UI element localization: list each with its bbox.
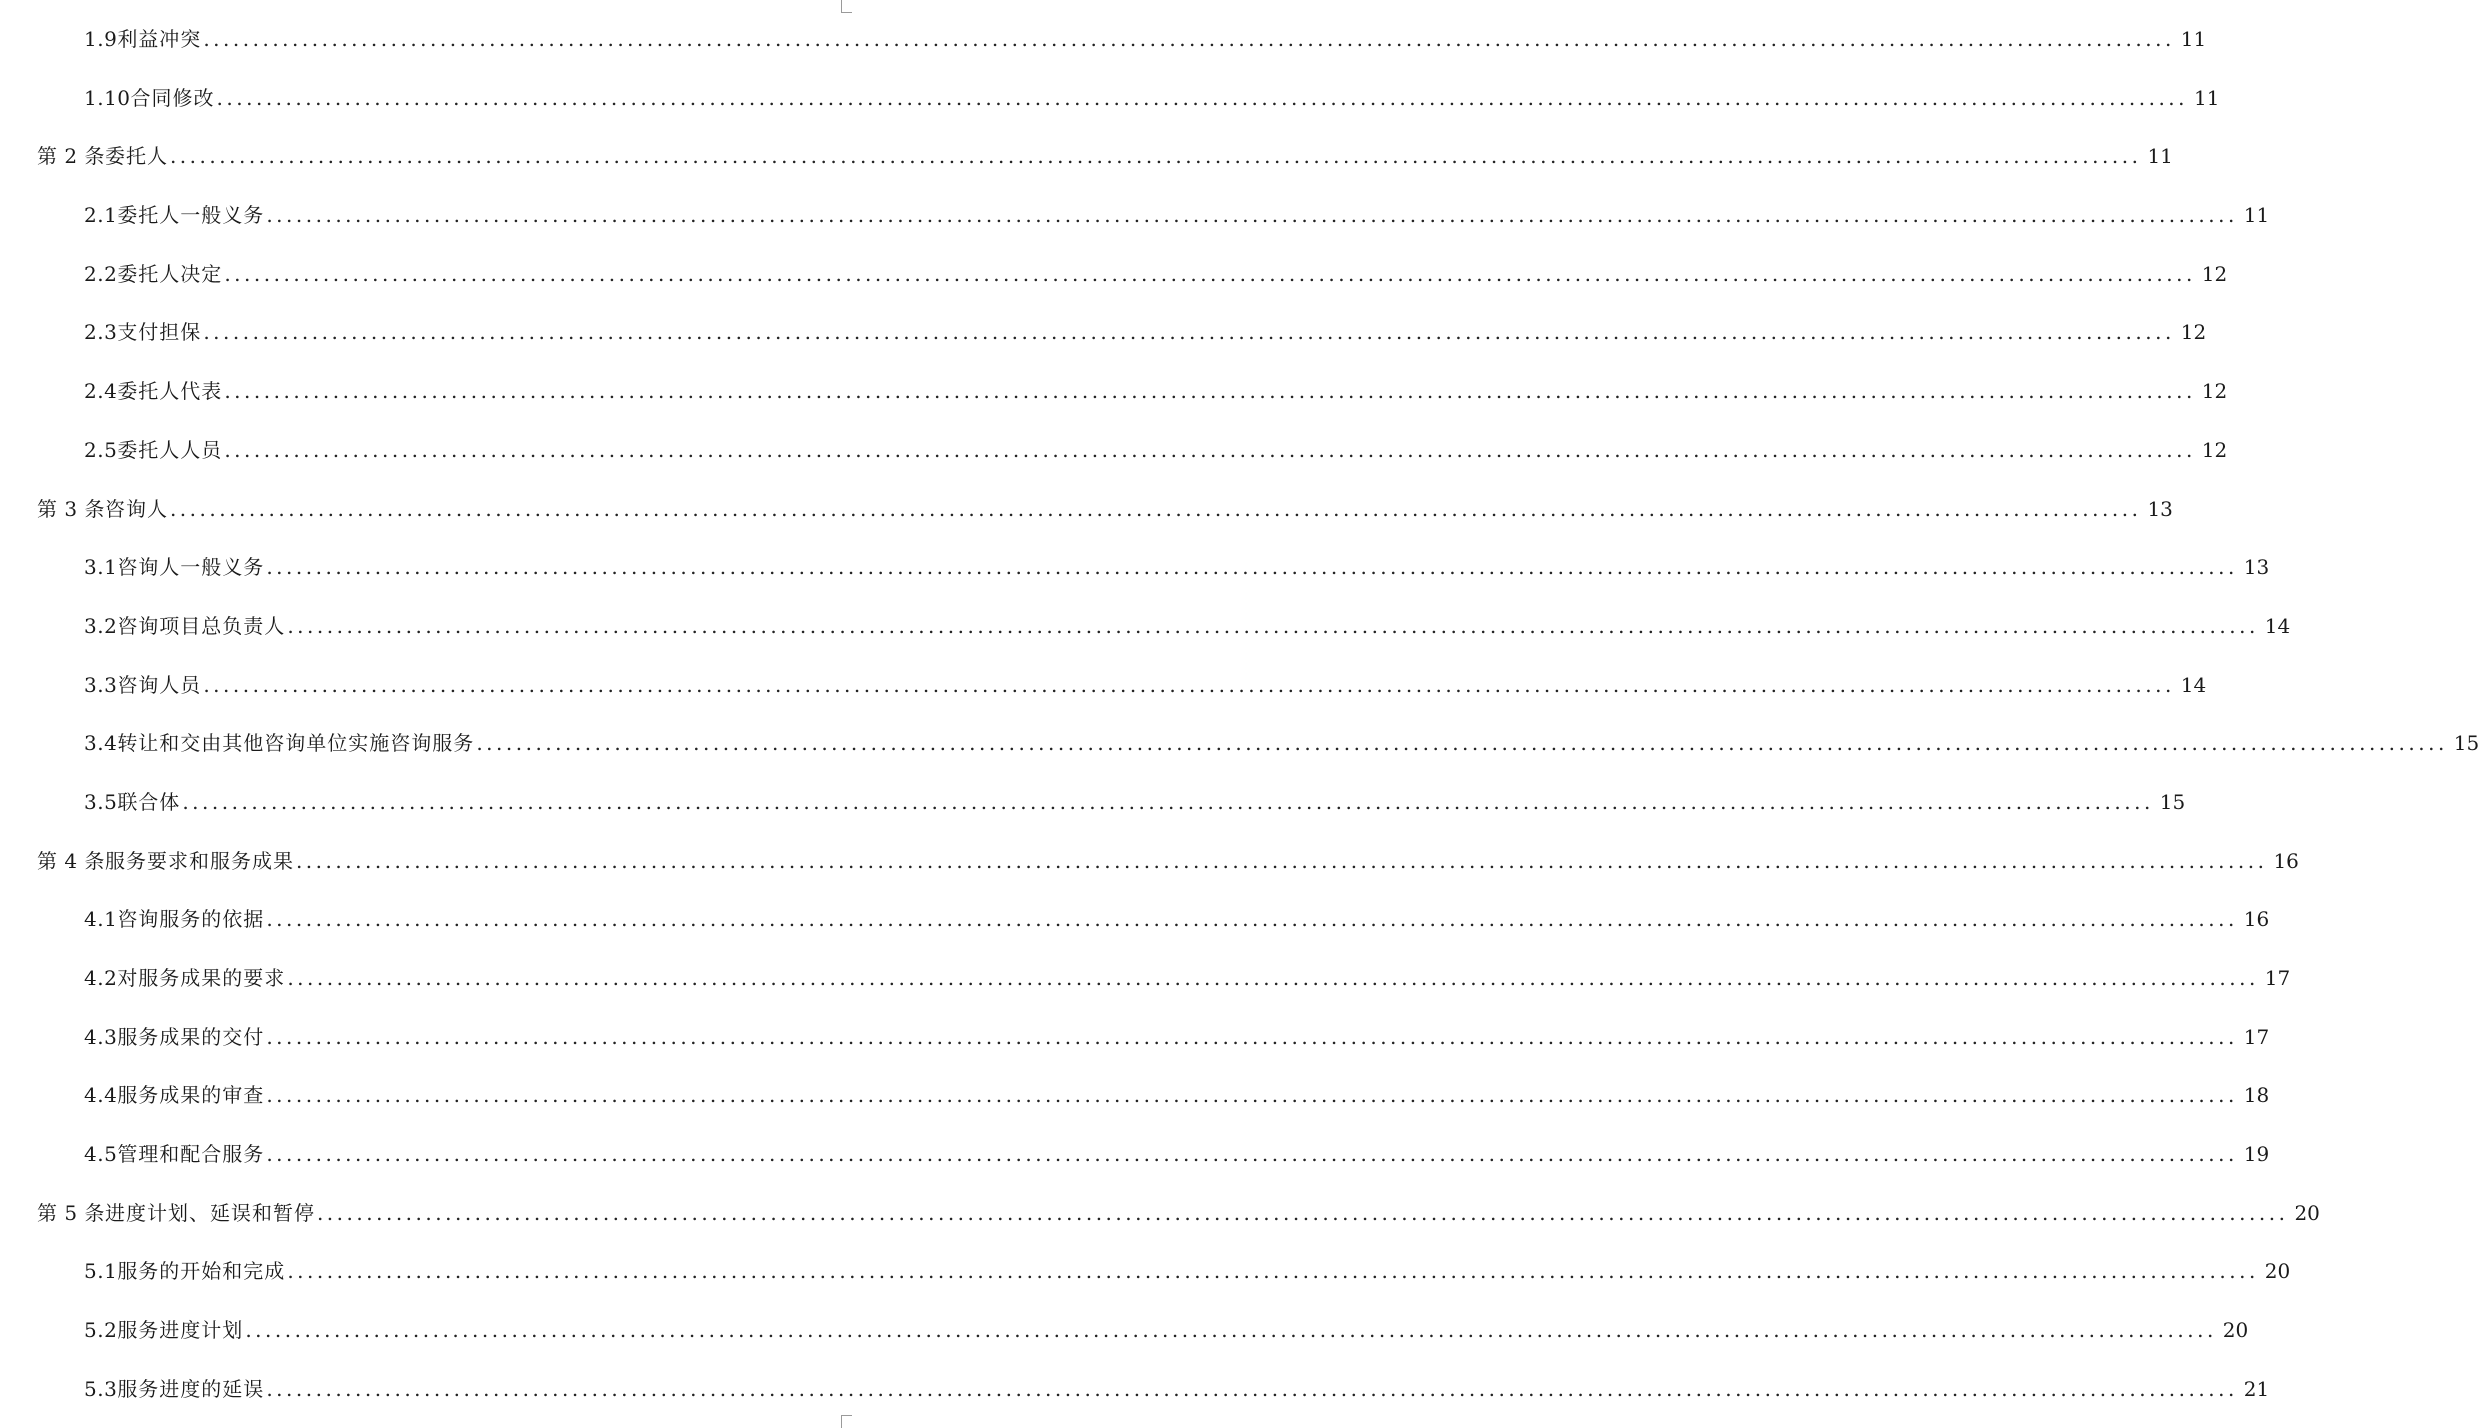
toc-dot-leader: ........................................................................................................................................................................................................ (266, 907, 2238, 932)
toc-entry-page-number: 19 (2243, 1142, 2270, 1167)
toc-dot-leader: ........................................................................................................................................................................................................ (216, 85, 2189, 110)
toc-dot-leader: ........................................................................................................................................................................................................ (476, 731, 2448, 756)
toc-entry-page-number: 17 (2243, 1024, 2270, 1049)
toc-entry-title: 咨询服务的依据 (117, 907, 265, 932)
toc-entry[interactable] (0, 949, 2291, 1008)
toc-entry-title: 服务进度的延误 (117, 1376, 265, 1401)
toc-entry-title: 对服务成果的要求 (117, 966, 286, 990)
toc-entry[interactable] (0, 1125, 2270, 1184)
toc-entry-page-number: 21 (2243, 1376, 2270, 1401)
toc-entry-page-number: 15 (2159, 789, 2186, 814)
toc-entry-number: 4.3 (84, 1024, 118, 1049)
toc-entry-page-number: 12 (2201, 437, 2228, 462)
toc-entry-number: 第 4 条 (37, 848, 105, 873)
toc-entry-number: 4.5 (84, 1142, 118, 1167)
toc-entry-page-number: 11 (2194, 85, 2220, 110)
toc-entry[interactable] (0, 69, 2220, 128)
toc-entry[interactable] (0, 1184, 2320, 1243)
toc-entry-number: 2.1 (84, 203, 118, 228)
toc-entry[interactable] (0, 1008, 2270, 1067)
toc-entry[interactable] (0, 186, 2270, 245)
toc-dot-leader: ........................................................................................................................................................................................................ (245, 1318, 2217, 1343)
toc-dot-leader: ........................................................................................................................................................................................................ (224, 379, 2196, 404)
toc-entry-title: 合同修改 (130, 85, 215, 110)
toc-entry-number: 3.1 (84, 555, 118, 580)
toc-entry-page-number: 12 (2180, 320, 2207, 345)
toc-entry-title: 服务的开始和完成 (117, 1259, 286, 1284)
toc-entry-page-number: 20 (2222, 1318, 2249, 1343)
toc-entry-number: 4.4 (84, 1083, 118, 1108)
toc-entry[interactable] (0, 656, 2207, 715)
toc-entry[interactable] (0, 10, 2207, 69)
toc-entry-number: 3.2 (84, 613, 118, 638)
toc-entry-number: 1.9 (84, 27, 118, 51)
toc-entry-page-number: 13 (2147, 496, 2173, 521)
toc-entry-title: 利益冲突 (117, 27, 202, 51)
toc-dot-leader: ........................................................................................................................................................................................................ (266, 555, 2238, 580)
toc-entry-number: 第 2 条 (37, 144, 105, 169)
toc-entry[interactable] (0, 714, 2479, 773)
toc-entry-page-number: 20 (2294, 1200, 2320, 1225)
toc-entry-page-number: 11 (2147, 144, 2173, 169)
table-of-contents (0, 10, 2479, 1419)
toc-entry-page-number: 16 (2273, 848, 2299, 873)
toc-entry-number: 5.2 (84, 1318, 118, 1343)
toc-dot-leader: ........................................................................................................................................................................................................ (203, 320, 2175, 345)
toc-entry[interactable] (0, 597, 2291, 656)
toc-entry-number: 3.4 (84, 731, 118, 756)
toc-entry[interactable] (0, 1242, 2291, 1301)
toc-entry-title: 咨询人 (104, 496, 168, 521)
toc-entry-number: 5.3 (84, 1376, 118, 1401)
toc-entry[interactable] (0, 890, 2270, 949)
toc-dot-leader: ........................................................................................................................................................................................................ (287, 613, 2259, 638)
toc-dot-leader: ........................................................................................................................................................................................................ (295, 848, 2268, 873)
toc-entry[interactable] (0, 303, 2207, 362)
toc-entry-page-number: 18 (2243, 1083, 2270, 1108)
toc-entry-title: 联合体 (117, 789, 181, 814)
toc-entry[interactable] (0, 421, 2228, 480)
toc-entry-title: 管理和配合服务 (117, 1142, 265, 1167)
toc-entry-title: 委托人 (104, 144, 168, 169)
toc-entry[interactable] (0, 1066, 2270, 1125)
toc-entry[interactable] (0, 538, 2270, 597)
toc-dot-leader: ........................................................................................................................................................................................................ (203, 27, 2175, 51)
toc-entry-number: 4.1 (84, 907, 118, 932)
toc-entry[interactable] (0, 1360, 2270, 1419)
toc-entry-page-number: 16 (2243, 907, 2270, 932)
toc-entry-page-number: 20 (2264, 1259, 2291, 1284)
toc-dot-leader: ........................................................................................................................................................................................................ (266, 1376, 2238, 1401)
toc-entry-title: 咨询项目总负责人 (117, 613, 286, 638)
toc-entry-number: 5.1 (84, 1259, 118, 1284)
toc-dot-leader: ........................................................................................................................................................................................................ (169, 496, 2142, 521)
toc-dot-leader: ........................................................................................................................................................................................................ (182, 789, 2154, 814)
toc-entry-page-number: 13 (2243, 555, 2270, 580)
toc-entry[interactable] (0, 362, 2228, 421)
toc-entry[interactable] (0, 832, 2299, 891)
toc-entry-title: 服务成果的审查 (117, 1083, 265, 1108)
toc-entry-number: 2.4 (84, 379, 118, 404)
toc-entry[interactable] (0, 480, 2173, 539)
toc-entry-page-number: 11 (2243, 203, 2270, 228)
toc-entry-title: 委托人代表 (117, 379, 223, 404)
toc-entry[interactable] (0, 127, 2173, 186)
toc-entry-title: 委托人一般义务 (117, 203, 265, 228)
toc-entry-number: 2.5 (84, 437, 118, 462)
toc-dot-leader: ........................................................................................................................................................................................................ (266, 1083, 2238, 1108)
toc-entry-page-number: 14 (2264, 613, 2291, 638)
toc-dot-leader: ........................................................................................................................................................................................................ (266, 203, 2238, 228)
toc-entry-number: 3.3 (84, 672, 118, 697)
toc-entry[interactable] (0, 773, 2186, 832)
toc-dot-leader: ........................................................................................................................................................................................................ (287, 966, 2259, 990)
toc-entry-page-number: 17 (2264, 966, 2291, 990)
toc-entry-title: 委托人决定 (117, 261, 223, 286)
toc-entry-number: 3.5 (84, 789, 118, 814)
toc-entry-page-number: 12 (2201, 379, 2228, 404)
toc-entry-title: 咨询人员 (117, 672, 202, 697)
toc-entry[interactable] (0, 1301, 2249, 1360)
toc-entry-number: 1.10 (84, 85, 131, 110)
toc-dot-leader: ........................................................................................................................................................................................................ (287, 1259, 2259, 1284)
toc-dot-leader: ........................................................................................................................................................................................................ (316, 1200, 2289, 1225)
toc-entry-title: 服务进度计划 (117, 1318, 244, 1343)
toc-entry-title: 服务要求和服务成果 (104, 848, 294, 873)
toc-entry-title: 支付担保 (117, 320, 202, 345)
toc-entry-number: 第 5 条 (37, 1200, 105, 1225)
page-corner-mark-bottom (841, 1415, 852, 1428)
toc-dot-leader: ........................................................................................................................................................................................................ (224, 261, 2196, 286)
toc-dot-leader: ........................................................................................................................................................................................................ (169, 144, 2142, 169)
toc-entry[interactable] (0, 245, 2228, 304)
toc-entry-title: 咨询人一般义务 (117, 555, 265, 580)
toc-entry-page-number: 15 (2453, 731, 2479, 756)
toc-entry-number: 4.2 (84, 966, 118, 990)
toc-entry-title: 进度计划、延误和暂停 (104, 1200, 315, 1225)
toc-entry-title: 转让和交由其他咨询单位实施咨询服务 (117, 731, 475, 756)
toc-entry-page-number: 12 (2201, 261, 2228, 286)
toc-entry-page-number: 11 (2180, 27, 2207, 51)
toc-entry-title: 委托人人员 (117, 437, 223, 462)
toc-dot-leader: ........................................................................................................................................................................................................ (224, 437, 2196, 462)
toc-dot-leader: ........................................................................................................................................................................................................ (266, 1142, 2238, 1167)
toc-entry-number: 第 3 条 (37, 496, 105, 521)
toc-entry-number: 2.2 (84, 261, 118, 286)
toc-entry-title: 服务成果的交付 (117, 1024, 265, 1049)
toc-dot-leader: ........................................................................................................................................................................................................ (203, 672, 2175, 697)
toc-dot-leader: ........................................................................................................................................................................................................ (266, 1024, 2238, 1049)
toc-entry-number: 2.3 (84, 320, 118, 345)
toc-entry-page-number: 14 (2180, 672, 2207, 697)
